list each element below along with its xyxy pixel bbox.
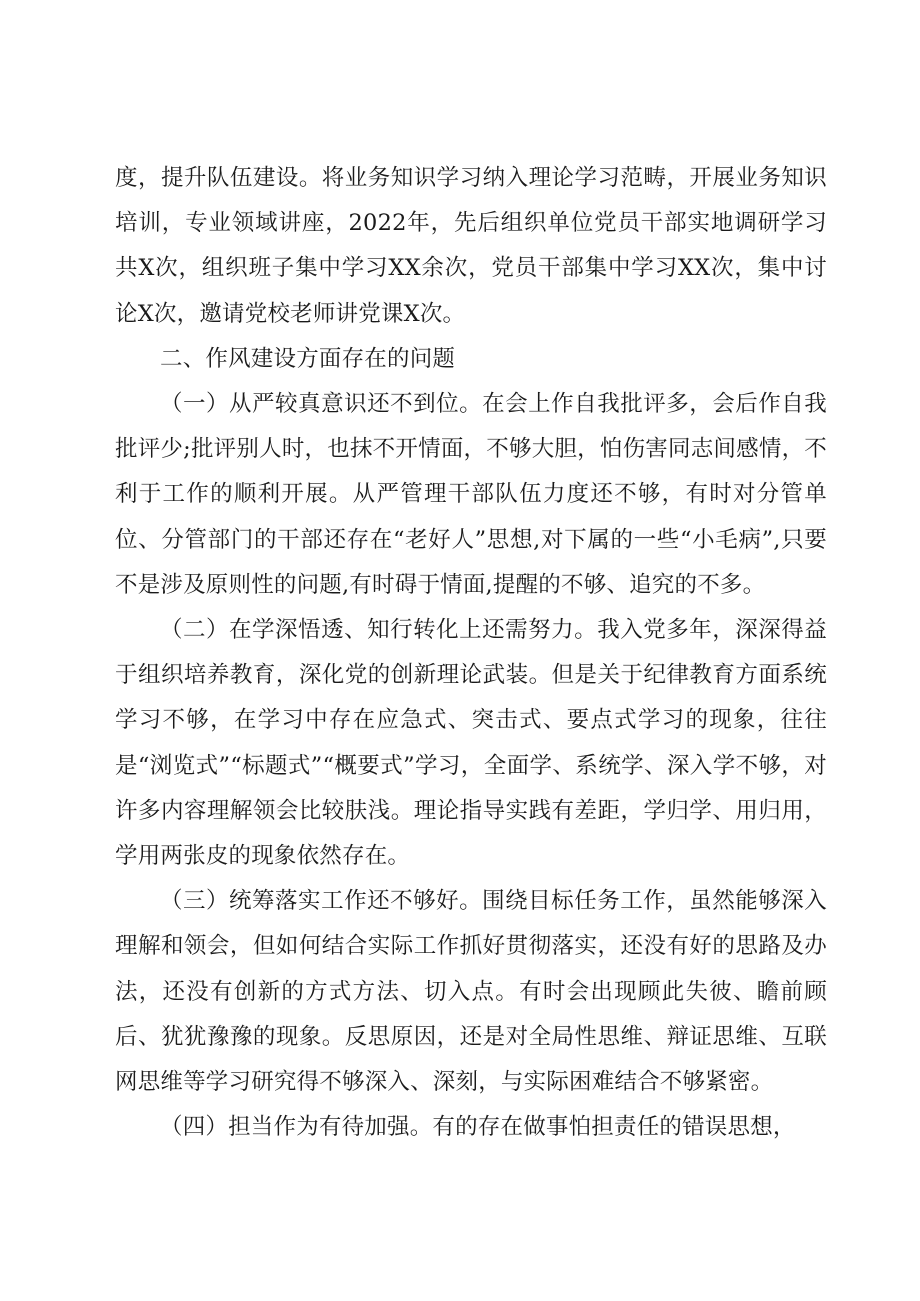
document-body xyxy=(115,156,827,1150)
section-heading: 二、作风建设方面存在的问题 xyxy=(160,345,456,372)
issue-item-1: （一）从严较真意识还不到位。在会上作自我批评多，会后作自我批评少;批评别人时，也抹不开情面，不够大胆，怕伤害同志间感情，不利于工作的顺利开展。从严管理干部队伍力度还不够，有时对分管单位、分管部门的干部还存在“老好人”思想,对下属的一些“小毛病”,只要不是涉及原则性的问题,有时碍于情面,提醒的不够、追究的不多。 xyxy=(115,391,827,598)
issue-item-3: （三）统筹落实工作还不够好。围绕目标任务工作，虽然能够深入理解和领会，但如何结合实际工作抓好贯彻落实，还没有好的思路及办法，还没有创新的方式方法、切入点。有时会出现顾此失彼、瞻前顾后、犹犹豫豫的现象。反思原因，还是对全局性思维、辩证思维、互联网思维等学习研究得不够深入、深刻，与实际困难结合不够紧密。 xyxy=(115,888,827,1096)
continued-paragraph: 度，提升队伍建设。将业务知识学习纳入理论学习范畴，开展业务知识培训，专业领域讲座，2022年，先后组织单位党员干部实地调研学习共X次，组织班子集中学习XX余次，党员干部集中学习XX次，集中讨论X次，邀请党校老师讲党课X次。 xyxy=(115,165,827,327)
issue-item-4: （四）担当作为有待加强。有的存在做事怕担责任的错误思想， xyxy=(160,1114,796,1141)
issue-item-2: （二）在学深悟透、知行转化上还需努力。我入党多年，深深得益于组织培养教育，深化党的创新理论武装。但是关于纪律教育方面系统学习不够，在学习中存在应急式、突击式、要点式学习的现象，往往是“浏览式”“标题式”“概要式”学习，全面学、系统学、深入学不够，对许多内容理解领会比较肤浅。理论指导实践有差距，学归学、用归用，学用两张皮的现象依然存在。 xyxy=(115,617,827,870)
